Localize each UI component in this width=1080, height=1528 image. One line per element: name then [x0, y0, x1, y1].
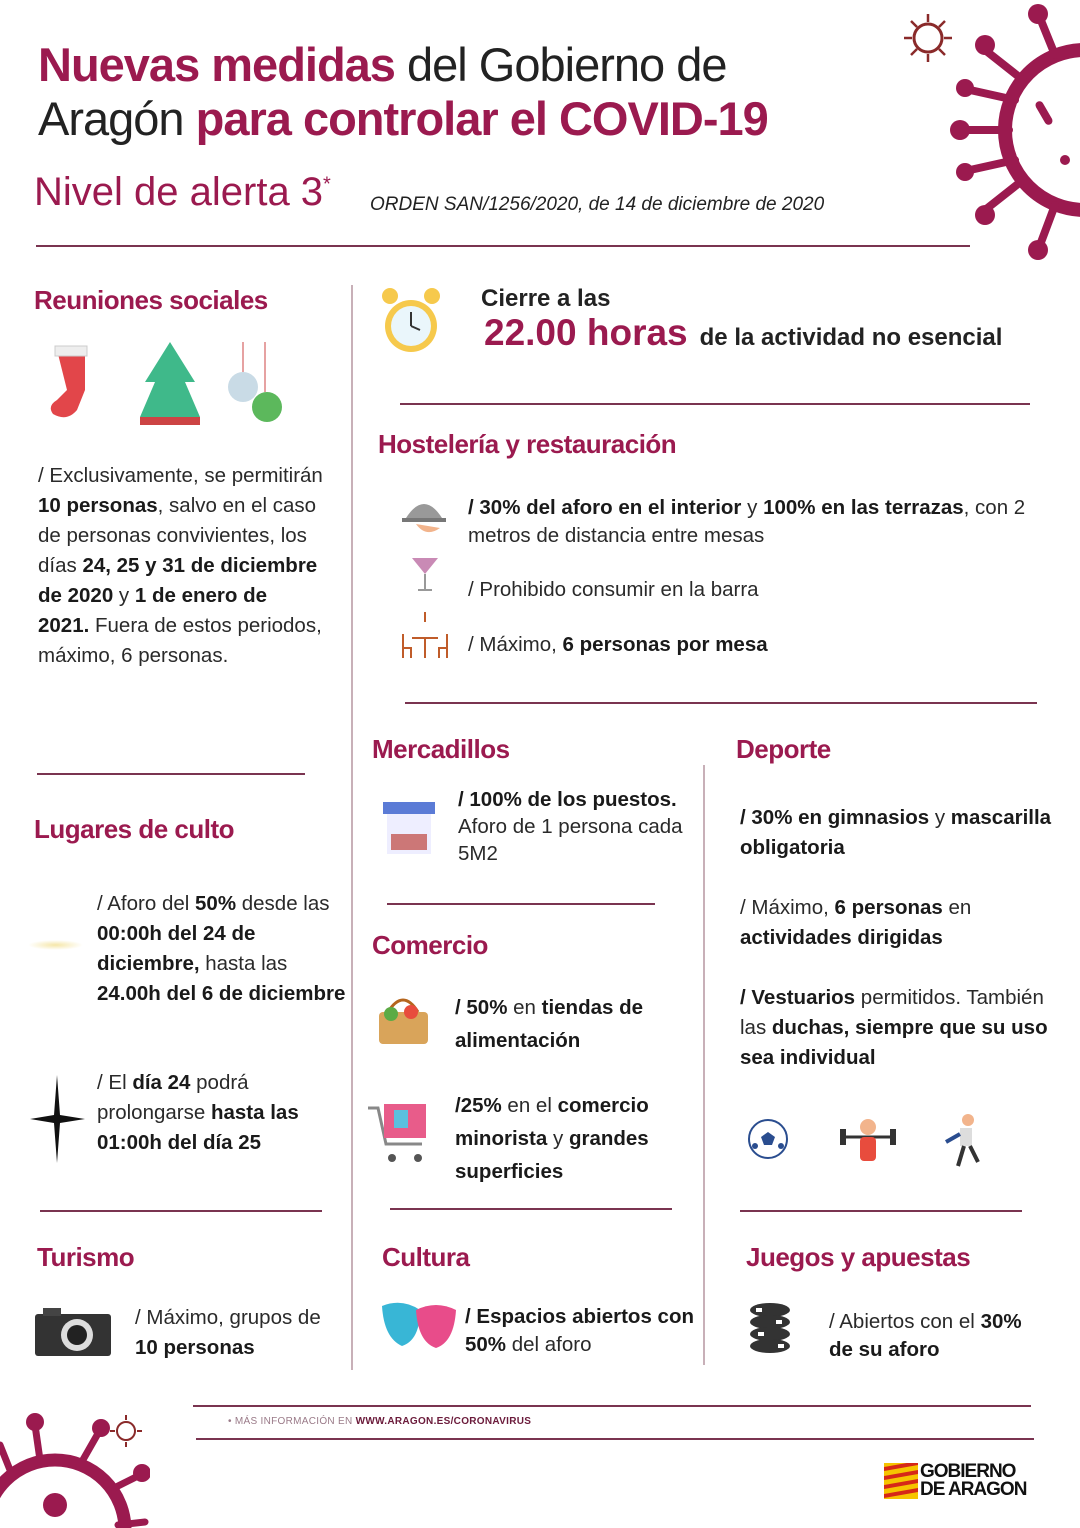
divider	[387, 903, 655, 905]
hosteleria-item-2	[468, 575, 759, 605]
divider	[36, 245, 970, 247]
gobierno-aragon-logo	[884, 1463, 1026, 1499]
section-title-culto: Lugares de culto	[34, 814, 235, 844]
cierre-line1: Cierre a las	[481, 285, 611, 312]
deporte-item-2	[740, 893, 1060, 953]
cierre-line2	[484, 312, 1002, 354]
juegos-text	[829, 1308, 1049, 1364]
text-segment: y	[929, 806, 951, 829]
divider	[390, 1208, 672, 1210]
text-segment: / Aforo del	[97, 892, 196, 915]
bold-text-segment: 6 personas por mesa	[562, 633, 768, 656]
column-divider	[703, 765, 705, 1365]
text-segment: hasta las	[199, 952, 288, 975]
asterisk: *	[323, 173, 331, 196]
bold-text-segment: 1 de enero de 2021.	[38, 584, 268, 637]
bold-text-segment: día 24	[132, 1071, 191, 1094]
divider	[405, 702, 1037, 704]
bold-text-segment: 6 personas	[834, 896, 943, 919]
bold-text-segment: para controlar el COVID-19	[195, 92, 768, 145]
section-title-cultura: Cultura	[382, 1242, 470, 1272]
cierre-rest: de la actividad no esencial	[699, 324, 1003, 351]
text-segment: permitidos. También las	[740, 986, 1044, 1039]
bold-text-segment: /25%	[455, 1094, 502, 1117]
text-segment: / Máximo,	[468, 633, 563, 656]
section-title-hosteleria: Hostelería y restauración	[378, 429, 677, 459]
camera-icon	[35, 1308, 111, 1356]
deporte-item-1	[740, 803, 1060, 863]
stocking-icon	[51, 346, 87, 417]
text-segment: Aragón	[38, 92, 196, 145]
bold-text-segment: 24, 25 y 31 de diciembre de 2020	[38, 554, 318, 607]
section-title-reuniones: Reuniones sociales	[34, 285, 268, 315]
text-segment: del aforo	[506, 1333, 592, 1356]
bold-text-segment: duchas, siempre que su uso sea individual	[740, 1016, 1048, 1069]
bold-text-segment: 10 personas	[135, 1336, 255, 1359]
text-segment: y	[547, 1127, 569, 1150]
bold-text-segment: 00:00h del 24 de diciembre,	[97, 922, 256, 975]
section-title-comercio: Comercio	[372, 930, 488, 960]
text-segment: / El	[97, 1071, 133, 1094]
divider	[37, 773, 305, 775]
hosteleria-item-1	[468, 494, 1038, 550]
theater-masks-icon	[380, 1300, 458, 1352]
text-segment: / Prohibido consumir en la barra	[468, 578, 759, 601]
bold-text-segment: hasta las 01:00h del día 25	[97, 1101, 299, 1154]
bold-text-segment: / 30% del aforo en el interior	[468, 496, 742, 519]
soccer-ball-icon	[747, 1118, 789, 1160]
casino-chips-icon	[748, 1302, 792, 1356]
christmas-tree-icon	[140, 342, 200, 425]
comercio-item-1	[455, 991, 695, 1057]
divider	[740, 1210, 1022, 1212]
section-title-turismo: Turismo	[37, 1242, 135, 1272]
divider	[40, 1210, 322, 1212]
aragon-flag-icon	[884, 1463, 918, 1499]
bold-text-segment: comercio minorista	[455, 1094, 649, 1150]
bold-text-segment: Nuevas medidas	[38, 38, 395, 91]
column-divider	[351, 285, 353, 1370]
star-icon	[30, 1075, 85, 1163]
bold-text-segment: / Espacios abiertos con 50%	[465, 1305, 694, 1356]
section-title-juegos: Juegos y apuestas	[746, 1242, 971, 1272]
bold-text-segment: / 100% de los puestos.	[458, 788, 677, 811]
more-info	[228, 1416, 531, 1427]
cultura-text	[465, 1303, 695, 1359]
text-segment: / Exclusivamente, se permitirán	[38, 464, 323, 487]
text-segment: Fuera de estos periodos, máximo, 6 personas.	[38, 614, 322, 667]
text-segment: , salvo en el caso de personas convivientes, los días	[38, 494, 317, 577]
more-info-link[interactable]: WWW.ARAGON.ES/CORONAVIRUS	[355, 1416, 532, 1427]
text-segment: y	[741, 496, 764, 519]
culto-text-1	[97, 889, 347, 1009]
order-reference: ORDEN SAN/1256/2020, de 14 de diciembre de 2020	[370, 194, 825, 215]
text-segment: del Gobierno de	[394, 38, 727, 91]
shopping-cart-icon	[368, 1100, 432, 1166]
text-segment: en el	[501, 1094, 558, 1117]
section-title-deporte: Deporte	[736, 734, 831, 764]
text-segment: Aforo de 1 persona cada 5M2	[458, 815, 683, 865]
bold-text-segment: / 30% en gimnasios	[740, 806, 930, 829]
bold-text-segment: 50%	[195, 892, 237, 915]
small-virus-icon	[108, 1413, 144, 1449]
bold-text-segment: actividades dirigidas	[740, 926, 943, 949]
glow-icon	[28, 940, 83, 950]
text-segment: en	[507, 996, 542, 1019]
runner-icon	[942, 1112, 982, 1170]
cloche-icon	[402, 492, 446, 538]
text-segment: / Máximo,	[740, 896, 835, 919]
bold-text-segment: mascarilla obligatoria	[740, 806, 1052, 859]
text-segment: , con 2 metros de distancia entre mesas	[468, 496, 1026, 547]
christmas-icons	[45, 342, 295, 427]
comercio-item-2	[455, 1089, 700, 1188]
bold-text-segment: 100% en las terrazas	[763, 496, 964, 519]
deporte-item-3	[740, 983, 1070, 1073]
large-virus-icon	[945, 0, 1080, 265]
turismo-text	[135, 1303, 335, 1363]
alert-level	[34, 170, 331, 215]
hosteleria-item-3	[468, 630, 768, 660]
reuniones-text	[38, 461, 323, 671]
bold-text-segment: 10 personas	[38, 494, 158, 517]
alert-level-text: Nivel de alerta 3	[34, 170, 324, 214]
bold-text-segment: / 50%	[455, 996, 508, 1019]
divider	[193, 1405, 1031, 1407]
bold-text-segment: / Vestuarios	[740, 986, 856, 1009]
alarm-clock-icon	[380, 284, 442, 358]
divider	[400, 403, 1030, 405]
mercadillos-text	[458, 786, 688, 867]
page-title	[38, 38, 768, 146]
text-segment: / Máximo, grupos de	[135, 1306, 321, 1329]
bold-text-segment: 30% de su aforo	[829, 1310, 1022, 1361]
text-segment: y	[113, 584, 135, 607]
food-basket-icon	[376, 992, 431, 1046]
logo-line2: DE ARAGON	[920, 1479, 1027, 1500]
divider	[196, 1438, 1034, 1440]
table-chairs-icon	[400, 612, 450, 660]
text-segment: desde las	[236, 892, 330, 915]
bold-text-segment: tiendas de alimentación	[455, 996, 644, 1052]
text-segment: / Abiertos con el	[829, 1310, 981, 1333]
logo-line1: GOBIERNO	[920, 1461, 1016, 1482]
cierre-hour: 22.00 horas	[484, 312, 688, 353]
culto-text-2	[97, 1068, 347, 1158]
section-title-mercadillos: Mercadillos	[372, 734, 510, 764]
more-info-prefix: • MÁS INFORMACIÓN EN	[228, 1416, 356, 1427]
cocktail-icon	[410, 550, 440, 595]
bold-text-segment: grandes superficies	[455, 1127, 649, 1183]
ornaments-icon	[228, 342, 282, 422]
market-stall-icon	[383, 802, 435, 856]
weightlifter-icon	[838, 1115, 898, 1165]
bold-text-segment: 24.00h del 6 de diciembre	[97, 982, 346, 1005]
text-segment: en	[942, 896, 972, 919]
text-segment: podrá prolongarse	[97, 1071, 249, 1124]
